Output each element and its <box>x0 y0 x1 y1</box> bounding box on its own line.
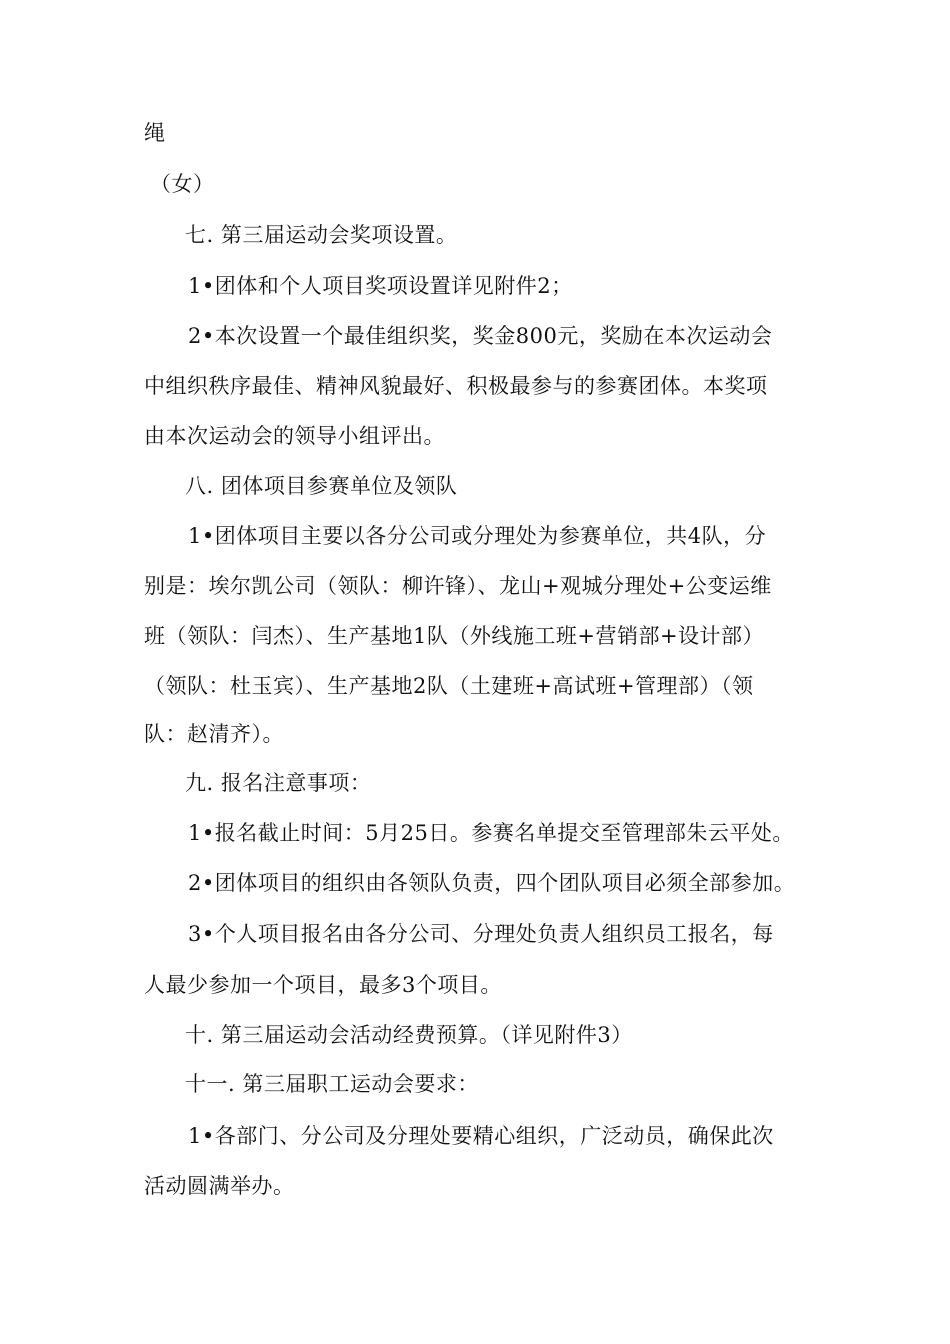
text-line: 绳 <box>144 121 166 145</box>
text-line: 1•团体和个人项目奖项设置详见附件2； <box>188 274 573 298</box>
text-line: 人最少参加一个项目，最多3个项目。 <box>144 973 502 997</box>
text-line: 1•报名截止时间：5月25日。参赛名单提交至管理部朱云平处。 <box>188 821 794 845</box>
section-heading: 十. 第三届运动会活动经费预算。（详见附件3） <box>185 1023 633 1047</box>
text-line: 1•团体项目主要以各分公司或分理处为参赛单位，共4队，分 <box>188 524 767 548</box>
text-line: 2•本次设置一个最佳组织奖，奖金800元，奖励在本次运动会 <box>188 324 773 348</box>
section-heading: 十一. 第三届职工运动会要求： <box>185 1072 479 1096</box>
text-line: 别是：埃尔凯公司（领队：柳许锋）、龙山+观城分理处+公变运维 <box>144 574 772 598</box>
text-line: 由本次运动会的领导小组评出。 <box>144 424 445 448</box>
text-line: 1•各部门、分公司及分理处要精心组织，广泛动员，确保此次 <box>188 1124 774 1148</box>
text-line: （领队：杜玉宾）、生产基地2队（土建班+高试班+管理部）（领 <box>144 674 754 698</box>
section-heading: 七. 第三届运动会奖项设置。 <box>185 223 458 247</box>
text-line: 活动圆满举办。 <box>144 1174 295 1198</box>
text-line: （女） <box>150 172 215 196</box>
section-heading: 九. 报名注意事项： <box>185 771 372 795</box>
text-line: 中组织秩序最佳、精神风貌最好、积极最参与的参赛团体。本奖项 <box>144 374 768 398</box>
text-line: 队：赵清齐）。 <box>144 722 284 746</box>
text-line: 2•团体项目的组织由各领队负责，四个团队项目必须全部参加。 <box>188 871 796 895</box>
text-line: 3•个人项目报名由各分公司、分理处负责人组织员工报名，每 <box>188 922 774 946</box>
section-heading: 八. 团体项目参赛单位及领队 <box>185 474 458 498</box>
text-line: 班（领队：闫杰）、生产基地1队（外线施工班+营销部+设计部） <box>144 624 765 648</box>
